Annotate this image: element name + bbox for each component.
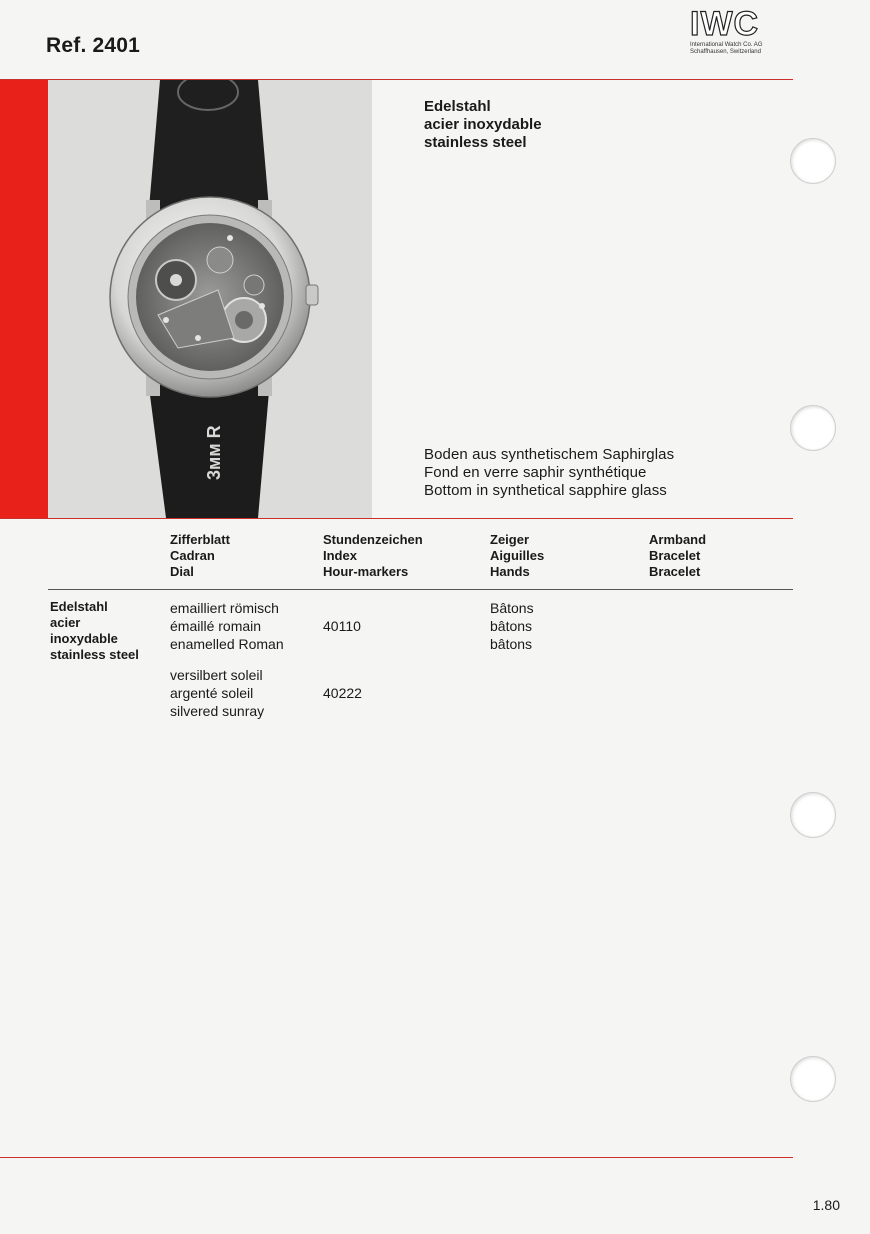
index-header-fr: Index xyxy=(323,548,357,563)
watch-illustration xyxy=(48,80,372,518)
binder-hole-4 xyxy=(790,1056,836,1102)
row1-hands-fr: bâtons xyxy=(490,618,533,634)
logo-mark: IWC xyxy=(690,5,760,43)
page-number: 1.80 xyxy=(812,1197,840,1213)
footer-divider xyxy=(0,1157,793,1158)
row1-hands-en: bâtons xyxy=(490,636,533,652)
material-fr: acier inoxydable xyxy=(424,116,542,133)
red-accent-band xyxy=(0,80,48,518)
crown xyxy=(306,285,318,305)
binder-hole-1 xyxy=(790,138,836,184)
row1-hands-de: Bâtons xyxy=(490,600,534,616)
row1-dial-en: enamelled Roman xyxy=(170,636,284,652)
strap-marking: 3мм R xyxy=(204,425,224,480)
photo-divider xyxy=(0,518,793,519)
logo-company-line: International Watch Co. AG xyxy=(690,42,763,48)
row2-dial-fr: argenté soleil xyxy=(170,685,254,701)
column-header-dial xyxy=(170,532,230,580)
binder-hole-2 xyxy=(790,405,836,451)
caseback-info xyxy=(424,446,674,500)
table-header-divider xyxy=(48,589,793,590)
index-header-de: Stundenzeichen xyxy=(323,532,423,547)
material-en: stainless steel xyxy=(424,134,527,151)
iwc-logo xyxy=(690,6,800,62)
bottom-de: Boden aus synthetischem Saphirglas xyxy=(424,446,675,463)
table-row-2-index: 40222 xyxy=(323,685,362,701)
binder-hole-3 xyxy=(790,792,836,838)
hands-header-fr: Aiguilles xyxy=(490,548,545,563)
row-label-line-3: inoxydable xyxy=(50,631,118,646)
dial-header-en: Dial xyxy=(170,564,194,579)
watch-photo xyxy=(48,80,372,518)
table-row-1-hands xyxy=(490,599,534,653)
table-row-1-index: 40110 xyxy=(323,618,361,634)
bottom-en: Bottom in synthetical sapphire glass xyxy=(424,482,667,499)
row-label-material xyxy=(50,599,139,663)
row-label-line-2: acier xyxy=(50,615,81,630)
bracelet-header-en: Bracelet xyxy=(649,564,701,579)
row-label-line-1: Edelstahl xyxy=(50,599,108,614)
row-label-line-4: stainless steel xyxy=(50,647,139,662)
logo-location-line: Schaffhausen, Switzerland xyxy=(690,49,761,55)
dial-header-fr: Cadran xyxy=(170,548,215,563)
row2-dial-de: versilbert soleil xyxy=(170,667,263,683)
material-de: Edelstahl xyxy=(424,98,491,115)
index-header-en: Hour-markers xyxy=(323,564,409,579)
column-header-hands xyxy=(490,532,544,580)
bottom-fr: Fond en verre saphir synthétique xyxy=(424,464,647,481)
page-title: Ref. 2401 xyxy=(46,34,141,57)
bracelet-header-fr: Bracelet xyxy=(649,548,701,563)
row1-dial-fr: émaillé romain xyxy=(170,618,262,634)
table-row-2-dial xyxy=(170,666,264,720)
row2-dial-en: silvered sunray xyxy=(170,703,265,719)
dial-header-de: Zifferblatt xyxy=(170,532,230,547)
column-header-index xyxy=(323,532,423,580)
row1-dial-de: emailliert römisch xyxy=(170,600,279,616)
bracelet-header-de: Armband xyxy=(649,532,707,547)
case-material xyxy=(424,98,542,152)
column-header-bracelet xyxy=(649,532,706,580)
hands-header-de: Zeiger xyxy=(490,532,530,547)
table-row-1-dial xyxy=(170,599,284,653)
hands-header-en: Hands xyxy=(490,564,530,579)
